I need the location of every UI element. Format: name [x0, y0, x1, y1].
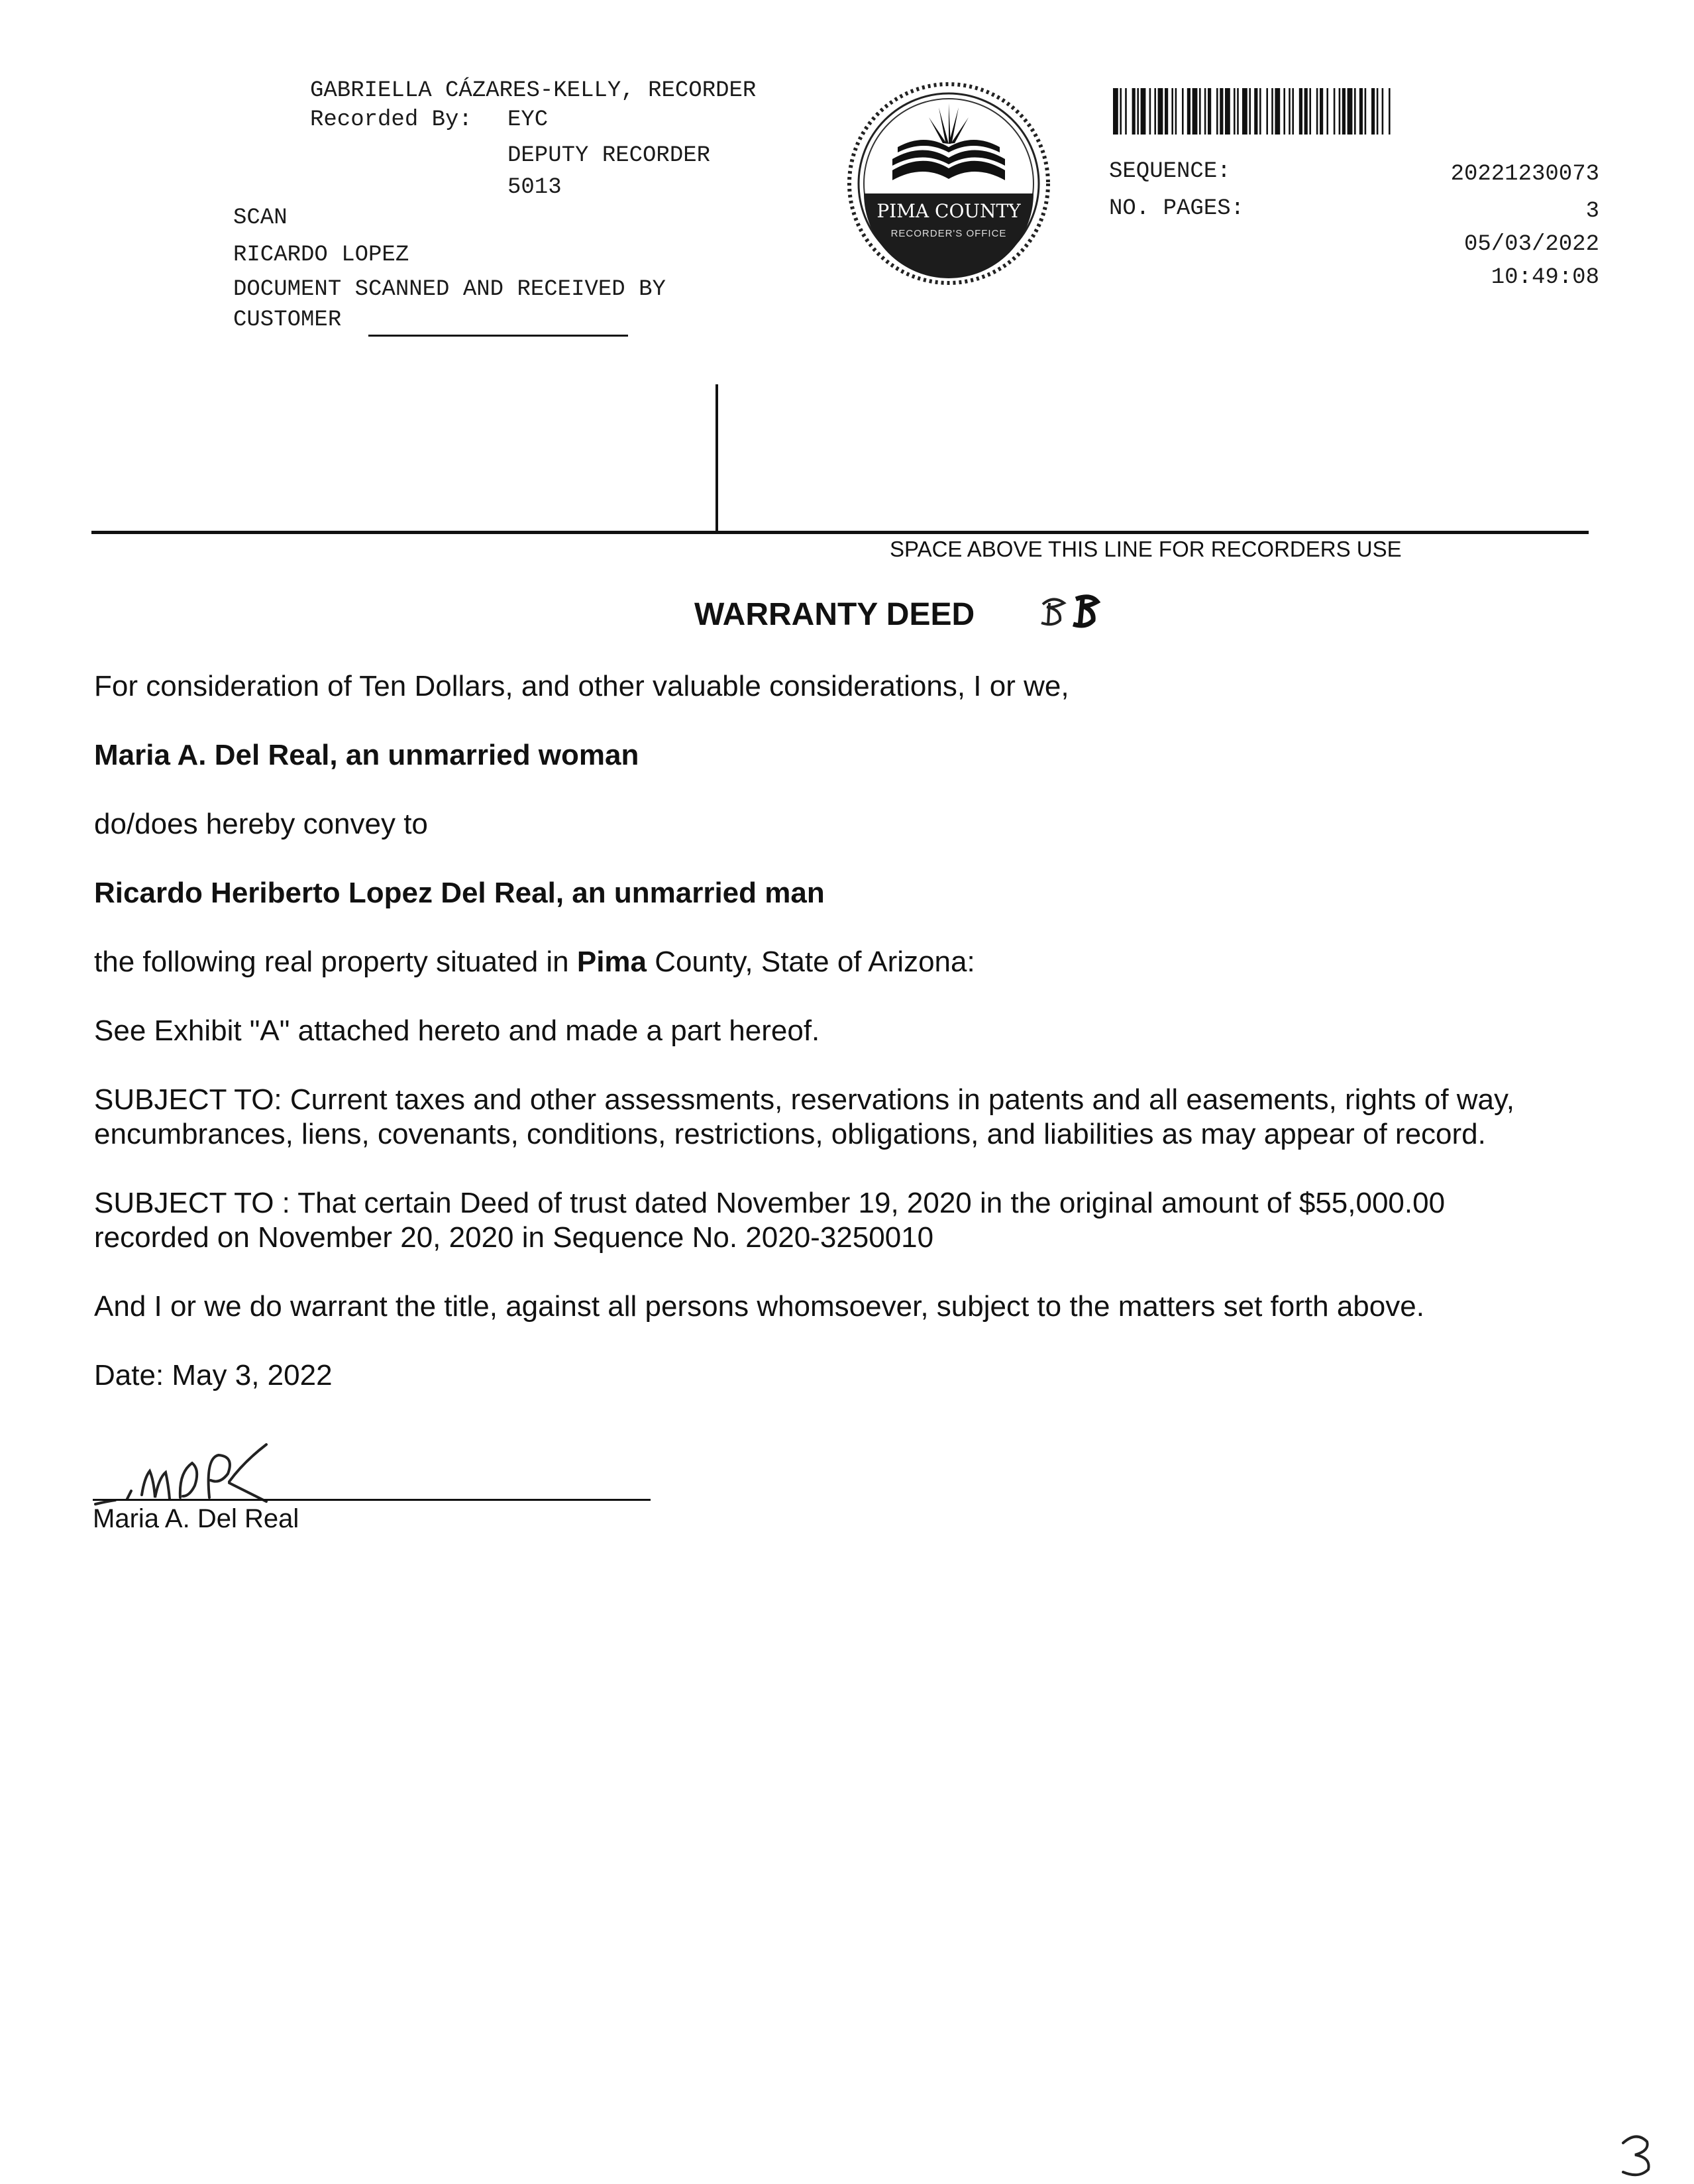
- barcode-bar: [1292, 88, 1294, 135]
- scan-label: SCAN: [233, 205, 288, 231]
- barcode-bar: [1266, 88, 1268, 135]
- barcode-bar: [1171, 88, 1173, 135]
- barcode-bar: [1192, 88, 1198, 135]
- recorded-by-value: EYC: [507, 107, 549, 133]
- recorder-name: GABRIELLA CÁZARES-KELLY, RECORDER: [310, 78, 757, 103]
- property-suffix: County, State of Arizona:: [647, 946, 975, 978]
- property-line: [94, 945, 975, 979]
- barcode-bar: [1141, 88, 1146, 135]
- barcode-bar: [1137, 88, 1139, 135]
- grantee: Ricardo Heriberto Lopez Del Real, an unmarried man: [94, 877, 825, 909]
- property-prefix: the following real property situated in: [94, 946, 577, 978]
- barcode-bar: [1237, 88, 1239, 135]
- barcode-bar: [1316, 88, 1318, 135]
- margin-initials-mark: [1033, 590, 1120, 636]
- consideration-line: For consideration of Ten Dollars, and other valuable considerations, I or we,: [94, 670, 1069, 702]
- customer-label: CUSTOMER: [233, 307, 342, 333]
- barcode-bar: [1149, 88, 1151, 135]
- barcode-bar: [1220, 88, 1223, 135]
- scanned-received-line: DOCUMENT SCANNED AND RECEIVED BY: [233, 277, 666, 302]
- barcode-bar: [1132, 88, 1136, 135]
- barcode-bar: [1359, 88, 1363, 135]
- barcode-bar: [1165, 88, 1168, 135]
- property-county: Pima: [576, 946, 647, 978]
- deputy-number: 5013: [507, 175, 562, 200]
- subject-to-1-line2: encumbrances, liens, covenants, conditions, restrictions, obligations, and liabilities as may appear of record.: [94, 1118, 1486, 1150]
- barcode-bar: [1271, 88, 1273, 135]
- barcode-bar: [1354, 88, 1356, 135]
- barcode-bar: [1175, 88, 1177, 135]
- barcode-bar: [1158, 88, 1163, 135]
- barcode-bar: [1125, 88, 1127, 135]
- barcode-bar: [1208, 88, 1211, 135]
- handwritten-page-mark: [1616, 2131, 1656, 2177]
- barcode-bar: [1309, 88, 1311, 135]
- barcode-bar: [1204, 88, 1206, 135]
- barcode-bar: [1283, 88, 1285, 135]
- signature-line: [93, 1499, 651, 1501]
- barcode-bar: [1254, 88, 1257, 135]
- barcode-bar: [1182, 88, 1184, 135]
- barcode-bar: [1154, 88, 1156, 135]
- barcode-bar: [1326, 88, 1328, 135]
- pages-value: 3: [1585, 199, 1599, 224]
- convey-line: do/does hereby convey to: [94, 808, 428, 840]
- deputy-recorder: DEPUTY RECORDER: [507, 143, 711, 168]
- barcode-bar: [1342, 88, 1346, 135]
- barcode-bar: [1348, 88, 1353, 135]
- barcode-bar: [1339, 88, 1341, 135]
- customer-signature-line: [368, 335, 628, 337]
- subject-to-2-line2: recorded on November 20, 2020 in Sequence No. 2020-3250010: [94, 1221, 934, 1254]
- barcode-bar: [1225, 88, 1230, 135]
- barcode-bar: [1234, 88, 1236, 135]
- barcode-bar: [1377, 88, 1379, 135]
- barcode-bar: [1334, 88, 1336, 135]
- barcode-bar: [1382, 88, 1384, 135]
- recording-barcode: [1113, 88, 1563, 135]
- barcode-bar: [1371, 88, 1375, 135]
- exhibit-line: See Exhibit "A" attached hereto and made a part hereof.: [94, 1014, 820, 1047]
- page-mark-text: [1616, 2131, 1617, 2132]
- barcode-bar: [1259, 88, 1261, 135]
- sequence-value: 20221230073: [1450, 162, 1599, 187]
- recorders-use-note: SPACE ABOVE THIS LINE FOR RECORDERS USE: [890, 537, 1402, 561]
- record-date: 05/03/2022: [1463, 232, 1599, 257]
- deed-title: WARRANTY DEED: [694, 597, 975, 632]
- barcode-bar: [1216, 88, 1218, 135]
- warrant-line: And I or we do warrant the title, against all persons whomsoever, subject to the matters set forth above.: [94, 1290, 1424, 1323]
- pima-county-seal: [846, 81, 1051, 286]
- barcode-bar: [1299, 88, 1302, 135]
- signer-name: Maria A. Del Real: [93, 1504, 299, 1533]
- barcode-bar: [1249, 88, 1251, 135]
- barcode-bar: [1275, 88, 1280, 135]
- scan-name: RICARDO LOPEZ: [233, 243, 409, 268]
- barcode-bar: [1113, 88, 1118, 135]
- barcode-bar: [1120, 88, 1122, 135]
- subject-to-1-line1: SUBJECT TO: Current taxes and other assessments, reservations in patents and all easements, rights of way,: [94, 1083, 1514, 1116]
- barcode-bar: [1187, 88, 1191, 135]
- seal-office-text: RECORDER'S OFFICE: [890, 228, 1007, 239]
- barcode-bar: [1304, 88, 1308, 135]
- seal-county-text: PIMA COUNTY: [876, 200, 1021, 222]
- grantor: Maria A. Del Real, an unmarried woman: [94, 739, 639, 771]
- date-line: Date: May 3, 2022: [94, 1359, 333, 1392]
- recorded-by-label: Recorded By:: [310, 107, 472, 133]
- barcode-bar: [1320, 88, 1323, 135]
- pages-label: NO. PAGES:: [1109, 196, 1245, 221]
- sequence-label: SEQUENCE:: [1109, 159, 1231, 184]
- recorders-use-line: [91, 531, 1589, 534]
- barcode-bar: [1199, 88, 1201, 135]
- vertical-divider: [715, 384, 718, 531]
- record-time: 10:49:08: [1491, 265, 1599, 290]
- barcode-bar: [1389, 88, 1391, 135]
- barcode-bar: [1242, 88, 1247, 135]
- subject-to-2-line1: SUBJECT TO : That certain Deed of trust dated November 19, 2020 in the original amount of $55,000.00: [94, 1187, 1446, 1219]
- barcode-bar: [1289, 88, 1291, 135]
- grantor-signature: [93, 1431, 331, 1507]
- barcode-bar: [1365, 88, 1367, 135]
